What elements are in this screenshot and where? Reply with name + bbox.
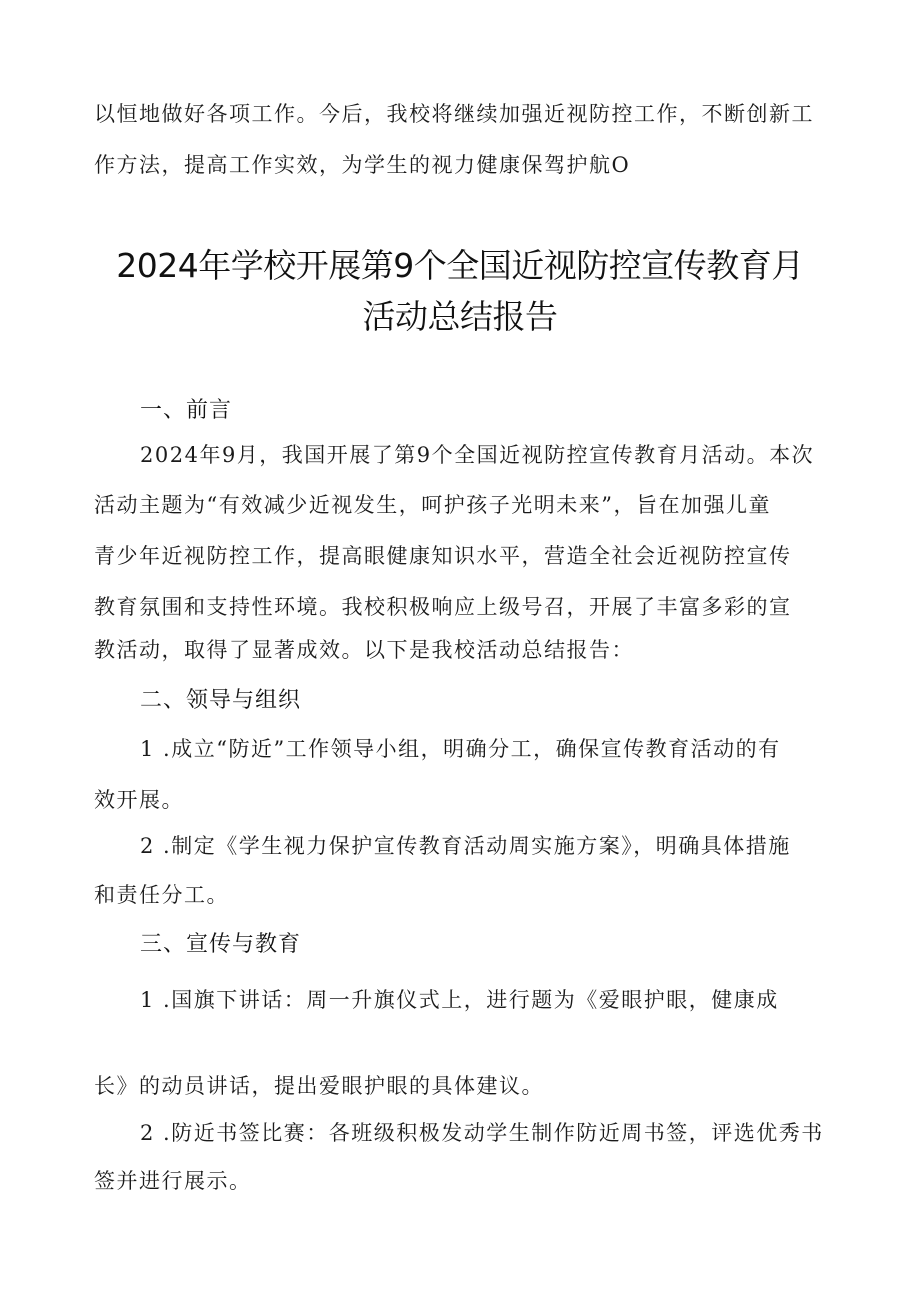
leadership-item-2-line-2: 和责任分工。	[94, 883, 229, 907]
publicity-item-1-line-2: 长》的动员讲话，提出爱眼护眼的具体建议。	[94, 1074, 544, 1098]
report-title-line-1: 2024年学校开展第9个全国近视防控宣传教育月	[116, 246, 804, 285]
leadership-item-2-line-1: 2 .制定《学生视力保护宣传教育活动周实施方案》，明确具体措施	[140, 834, 791, 858]
section-heading-publicity: 三、宣传与教育	[140, 932, 302, 957]
intro-line-2: 作方法，提高工作实效，为学生的视力健康保驾护航O	[94, 153, 631, 177]
publicity-item-2-line-2: 签并进行展示。	[94, 1169, 252, 1193]
preface-line-4: 教育氛围和支持性环境。我校积极响应上级号召，开展了丰富多彩的宣	[94, 595, 792, 619]
preface-line-2: 活动主题为“有效减少近视发生，呵护孩子光明未来”，旨在加强儿童	[94, 493, 771, 517]
leadership-item-1-line-1: 1 .成立“防近”工作领导小组，明确分工，确保宣传教育活动的有	[140, 737, 781, 761]
publicity-item-2-line-1: 2 .防近书签比赛：各班级积极发动学生制作防近周书签，评选优秀书	[140, 1121, 824, 1145]
section-heading-leadership: 二、领导与组织	[140, 688, 302, 713]
intro-line-1: 以恒地做好各项工作。今后，我校将继续加强近视防控工作，不断创新工	[94, 102, 814, 126]
preface-line-3: 青少年近视防控工作，提高眼健康知识水平，营造全社会近视防控宣传	[94, 544, 792, 568]
leadership-item-1-line-2: 效开展。	[94, 788, 184, 812]
publicity-item-1-line-1: 1 .国旗下讲话：周一升旗仪式上，进行题为《爱眼护眼，健康成	[140, 988, 779, 1012]
report-title-line-2: 活动总结报告	[362, 297, 558, 336]
preface-line-1: 2024年9月，我国开展了第9个全国近视防控宣传教育月活动。本次	[140, 443, 815, 467]
section-heading-preface: 一、前言	[140, 398, 233, 423]
preface-line-5: 教活动，取得了显著成效。以下是我校活动总结报告：	[94, 638, 634, 662]
